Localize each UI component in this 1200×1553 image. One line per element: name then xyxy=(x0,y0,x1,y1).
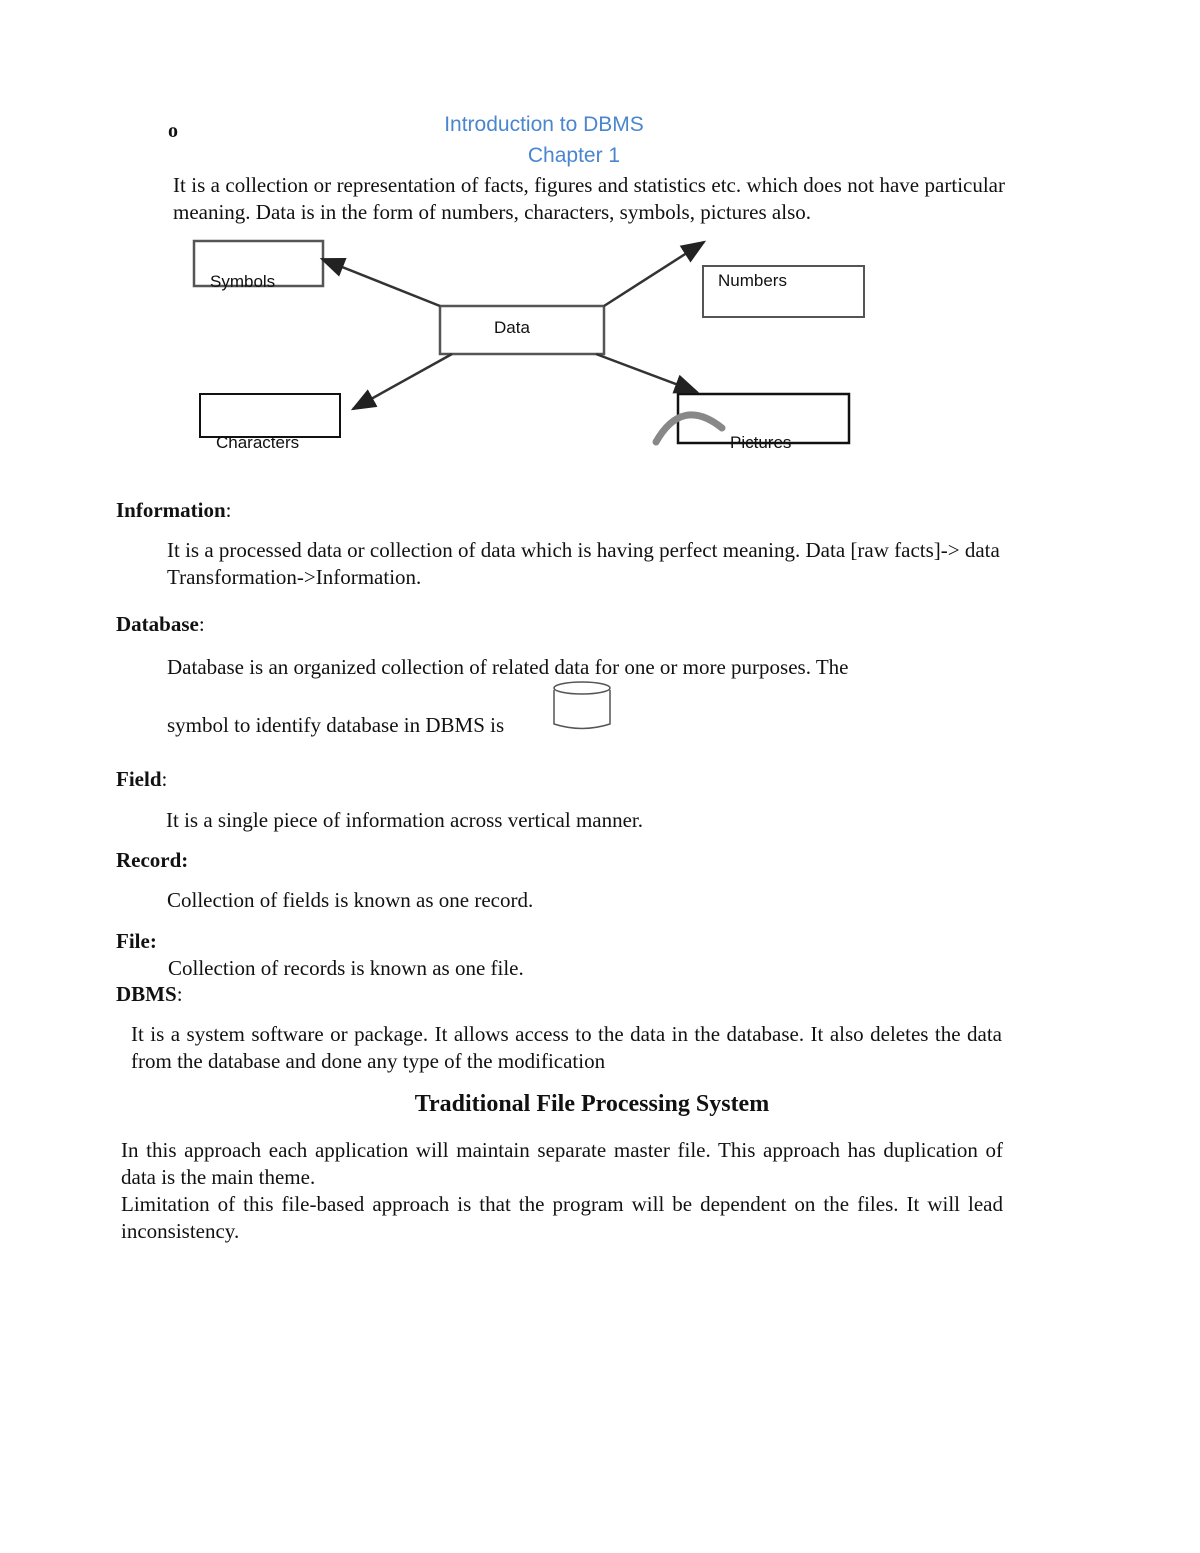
chapter-title: Chapter 1 xyxy=(527,144,621,167)
file-body: Collection of records is known as one file. xyxy=(168,956,524,980)
data-intro-paragraph: It is a collection or representation of facts, figures and statistics etc. which does not have particular meaning. Data is in the form of numbers, characters, symbols, pictures also. xyxy=(173,173,1005,224)
database-body-line1: Database is an organized collection of related data for one or more purposes. The xyxy=(167,655,849,679)
arrow-to-numbers xyxy=(604,242,704,306)
arrow-to-symbols xyxy=(322,259,440,306)
record-heading: Record: xyxy=(116,848,189,872)
arrow-to-characters xyxy=(353,354,452,409)
document-title: Introduction to DBMS xyxy=(444,113,644,136)
database-heading: Database: xyxy=(116,612,205,636)
arrow-to-pictures xyxy=(596,354,697,392)
traditional-heading: Traditional File Processing System xyxy=(414,1091,770,1117)
information-body: It is a processed data or collection of data which is having perfect meaning. Data [raw facts]-> data Transformation->Information. xyxy=(167,538,1000,589)
diagram-label-characters: Characters xyxy=(216,433,300,452)
page-marker: o xyxy=(168,120,178,142)
traditional-para-1: In this approach each application will maintain separate master file. This approach has duplication of data is the main theme. xyxy=(121,1138,1003,1189)
diagram-label-symbols: Symbols xyxy=(210,272,276,291)
data-diagram xyxy=(0,0,1200,480)
diagram-label-numbers: Numbers xyxy=(718,271,787,290)
information-heading: Information: xyxy=(116,498,232,522)
file-heading: File: xyxy=(116,929,157,953)
diagram-label-pictures: Pictures xyxy=(730,433,792,452)
field-body: It is a single piece of information across vertical manner. xyxy=(166,808,644,832)
field-heading: Field: xyxy=(116,767,168,791)
dbms-heading: DBMS: xyxy=(116,982,183,1006)
traditional-para-2: Limitation of this file-based approach is that the program will be dependent on the files. It will lead inconsistency. xyxy=(121,1192,1003,1243)
record-body: Collection of fields is known as one record. xyxy=(167,888,534,912)
database-body-line2: symbol to identify database in DBMS is xyxy=(167,713,505,737)
dbms-body: It is a system software or package. It allows access to the data in the database. It also deletes the data from the database and done any type of the modification xyxy=(131,1022,1002,1073)
characters-box xyxy=(200,394,340,437)
pictures-arc-icon xyxy=(656,415,722,442)
diagram-label-data: Data xyxy=(494,318,530,337)
